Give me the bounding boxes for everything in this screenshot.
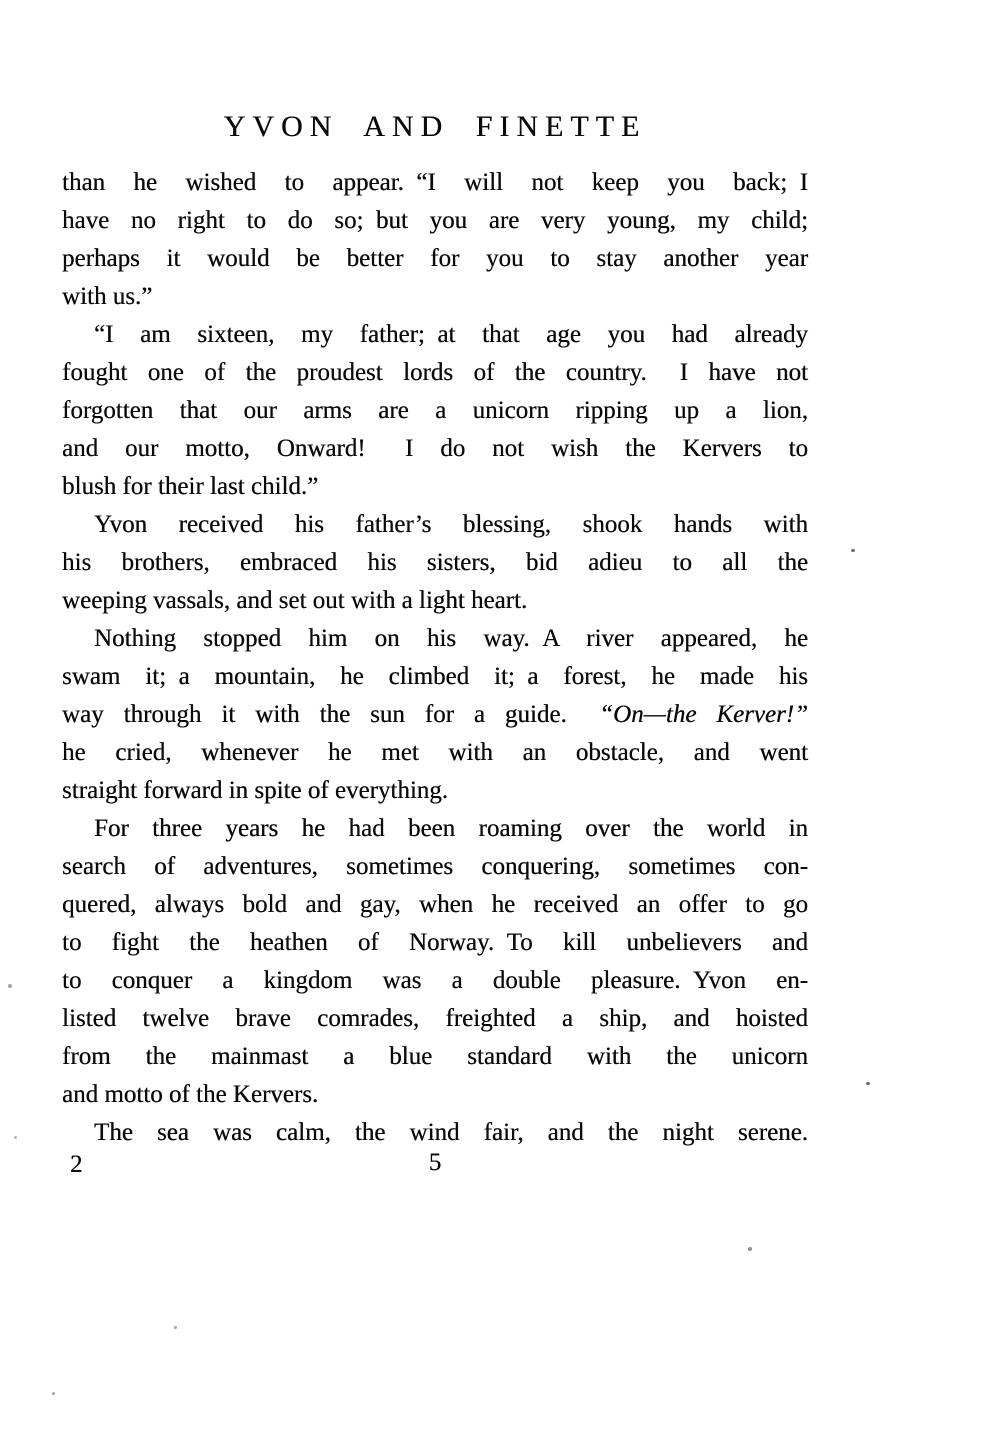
scan-speck xyxy=(174,1326,177,1329)
text-line: have no right to do so; but you are very young, my child; xyxy=(62,207,808,234)
text-line: with us.” xyxy=(62,283,153,310)
paragraph xyxy=(62,506,808,620)
text-line: than he wished to appear. “I will not keep you back; I xyxy=(62,169,808,196)
text-line: Yvon received his father’s blessing, shook hands with xyxy=(94,511,808,538)
text-line: to conquer a kingdom was a double pleasure. Yvon en- xyxy=(62,967,808,994)
running-head: YVON AND FINETTE xyxy=(223,110,647,143)
text-column xyxy=(62,164,808,1152)
text-line: fought one of the proudest lords of the country. I have not xyxy=(62,359,808,386)
text-line: and our motto, Onward! I do not wish the Kervers to xyxy=(62,435,808,462)
scan-speck xyxy=(866,1082,870,1085)
text-line: straight forward in spite of everything. xyxy=(62,777,449,804)
text-line: listed twelve brave comrades, freighted a ship, and hoisted xyxy=(62,1005,808,1032)
page-number: 5 xyxy=(428,1149,442,1176)
scan-speck xyxy=(748,1247,752,1251)
text-line: search of adventures, sometimes conquering, sometimes con- xyxy=(62,853,808,880)
battle-cry-italic: “On—the Kerver!” xyxy=(599,701,808,728)
paragraph xyxy=(62,164,808,316)
text-line: “I am sixteen, my father; at that age you had already xyxy=(94,321,808,348)
text-line: he cried, whenever he met with an obstacle, and went xyxy=(62,739,808,766)
text-line: For three years he had been roaming over the world in xyxy=(94,815,808,842)
text-line: Nothing stopped him on his way. A river appeared, he xyxy=(94,625,808,652)
scan-speck xyxy=(8,984,12,988)
text-line: to fight the heathen of Norway. To kill unbelievers and xyxy=(62,929,808,956)
paragraph xyxy=(62,620,808,810)
text-line: his brothers, embraced his sisters, bid adieu to all the xyxy=(62,549,808,576)
paragraph xyxy=(62,316,808,506)
text-line: swam it; a mountain, he climbed it; a forest, he made his xyxy=(62,663,808,690)
text-line: perhaps it would be better for you to stay another year xyxy=(62,245,808,272)
text-line xyxy=(62,696,808,734)
text-line: quered, always bold and gay, when he received an offer to go xyxy=(62,891,808,918)
text-line: forgotten that our arms are a unicorn ripping up a lion, xyxy=(62,397,808,424)
signature-mark: 2 xyxy=(70,1151,83,1178)
text-line: weeping vassals, and set out with a light heart. xyxy=(62,587,528,614)
scan-speck xyxy=(851,549,855,552)
scan-speck xyxy=(14,1136,17,1139)
text-line: The sea was calm, the wind fair, and the night serene. xyxy=(94,1119,808,1146)
text-segment: way through it with the sun for a guide. xyxy=(62,701,600,728)
text-line: from the mainmast a blue standard with the unicorn xyxy=(62,1043,808,1070)
text-line: and motto of the Kervers. xyxy=(62,1081,319,1108)
paragraph xyxy=(62,810,808,1114)
scan-speck xyxy=(52,1392,55,1395)
text-line: blush for their last child.” xyxy=(62,473,319,500)
page-footer xyxy=(62,1146,808,1180)
